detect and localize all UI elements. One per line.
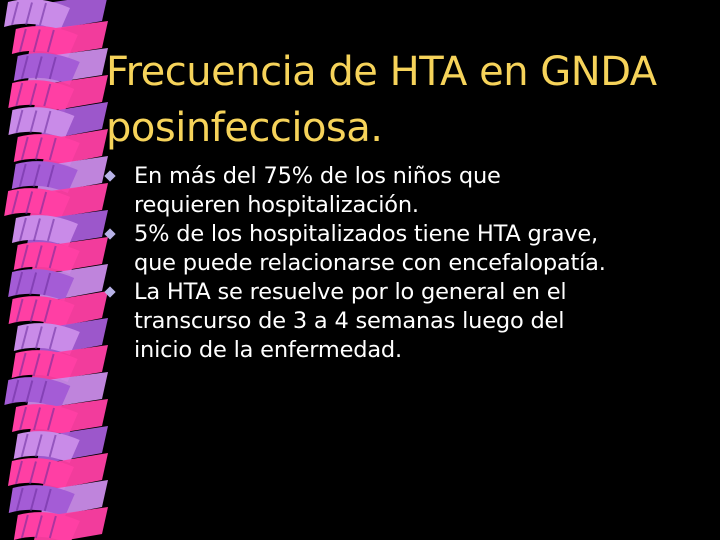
bullet-1-line-2: requieren hospitalización.: [134, 192, 419, 218]
bullet-2-line-2: que puede relacionarse con encefalopatía.: [134, 250, 606, 276]
bullet-text-1: [134, 162, 704, 220]
diamond-bullet-icon: [104, 286, 115, 297]
bullet-2-line-1: 5% de los hospitalizados tiene HTA grave,: [134, 221, 598, 247]
bullet-list: [104, 162, 704, 365]
title-line-2: posinfecciosa.: [106, 105, 383, 151]
bullet-text-3: [134, 278, 704, 365]
bullet-3-line-3: inicio de la enfermedad.: [134, 337, 402, 363]
bullet-item-3: [104, 278, 704, 365]
diamond-bullet-icon: [104, 228, 115, 239]
bullet-1-line-1: En más del 75% de los niños que: [134, 163, 501, 189]
bullet-3-line-1: La HTA se resuelve por lo general en el: [134, 279, 567, 305]
diamond-bullet-icon: [104, 170, 115, 181]
bullet-item-1: [104, 162, 704, 220]
title-line-1: Frecuencia de HTA en GNDA: [106, 49, 657, 95]
bullet-item-2: [104, 220, 704, 278]
bullet-text-2: [134, 220, 704, 278]
slide-title: [106, 44, 706, 156]
bullet-3-line-2: transcurso de 3 a 4 semanas luego del: [134, 308, 565, 334]
spiral-ribbon-decoration: [0, 0, 110, 540]
